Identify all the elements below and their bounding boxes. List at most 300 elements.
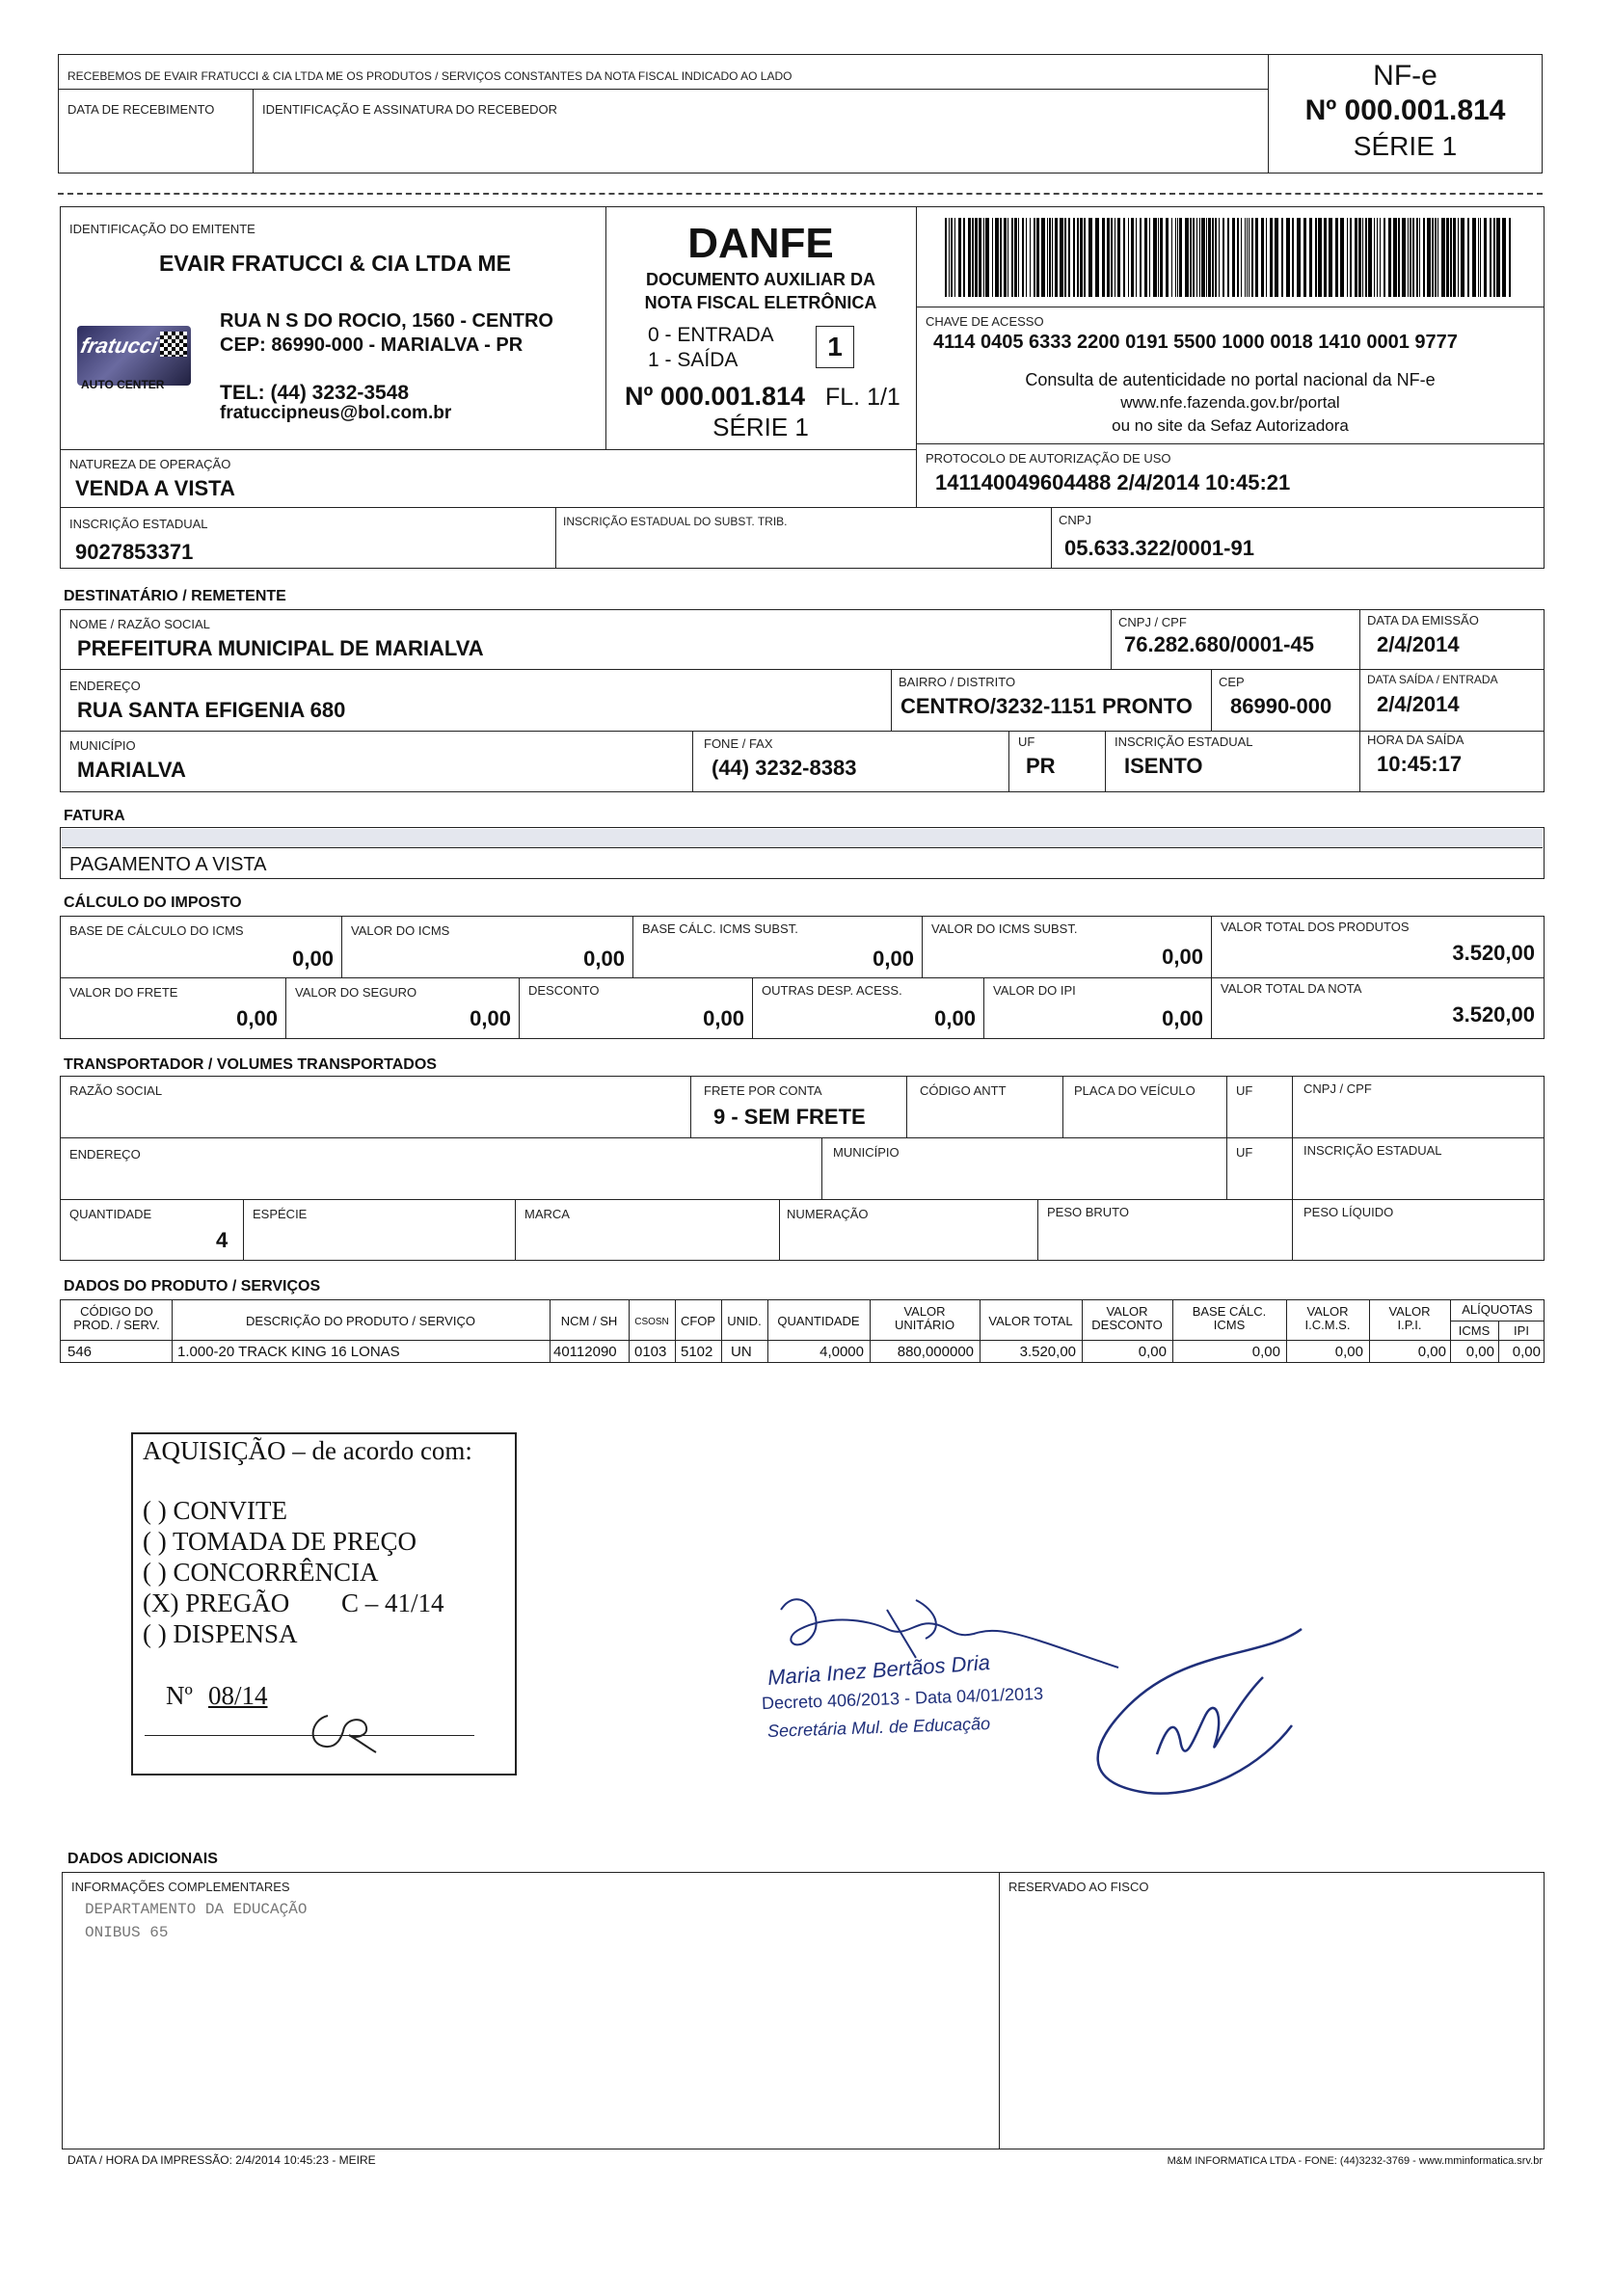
logo-flag-icon (160, 332, 187, 357)
dest-emissao-value: 2/4/2014 (1377, 632, 1460, 656)
barcode-bar (1416, 218, 1418, 297)
barcode-bar (1318, 218, 1322, 297)
transportador-block (60, 1076, 1545, 1261)
barcode-bar (985, 218, 989, 297)
divider (916, 443, 1545, 444)
barcode-bar (1365, 218, 1367, 297)
divider (1450, 1321, 1545, 1322)
seguro-label: VALOR DO SEGURO (295, 985, 417, 1000)
divider (60, 1340, 1545, 1341)
divider (891, 669, 892, 731)
th-aliquotas: ALÍQUOTAS (1462, 1302, 1533, 1317)
stamp-line-dispensa: ( ) DISPENSA (143, 1619, 298, 1648)
barcode-bar (979, 218, 981, 297)
total-produtos-label: VALOR TOTAL DOS PRODUTOS (1221, 920, 1410, 934)
barcode-bar (1199, 218, 1200, 297)
danfe-entrada: 0 - ENTRADA (648, 324, 774, 346)
emitente-name: EVAIR FRATUCCI & CIA LTDA ME (159, 251, 511, 276)
barcode-bar (1350, 218, 1352, 297)
danfe-fl: FL. 1/1 (825, 384, 900, 411)
desconto-value: 0,00 (703, 1006, 744, 1030)
barcode-bar (1410, 218, 1411, 297)
barcode-bar (1073, 218, 1075, 297)
divider (60, 1199, 1545, 1200)
valor-st-label: VALOR DO ICMS SUBST. (931, 921, 1078, 936)
divider (692, 731, 693, 792)
dest-cep-value: 86990-000 (1230, 694, 1332, 718)
transp-especie-label: ESPÉCIE (253, 1207, 308, 1221)
barcode-bar (1055, 218, 1058, 297)
transp-liquido-label: PESO LÍQUIDO (1303, 1205, 1394, 1219)
barcode-bar (1398, 218, 1400, 297)
barcode-bar (1270, 218, 1273, 297)
ipi-label: VALOR DO IPI (993, 983, 1076, 998)
barcode-bar (1435, 218, 1437, 297)
dest-bairro-label: BAIRRO / DISTRITO (899, 675, 1016, 689)
barcode-bar (1107, 218, 1110, 297)
barcode-bar (1123, 218, 1125, 297)
barcode-bar (1388, 218, 1391, 297)
divider (690, 1076, 691, 1137)
cell-codigo: 546 (67, 1344, 93, 1360)
barcode-bar (1241, 218, 1242, 297)
dest-cnpj-value: 76.282.680/0001-45 (1124, 632, 1314, 656)
dest-cnpj-label: CNPJ / CPF (1118, 615, 1187, 629)
barcode-bar (1423, 218, 1425, 297)
dest-saida-label: DATA SAÍDA / ENTRADA (1367, 673, 1498, 686)
cell-unitario: 880,000000 (897, 1344, 974, 1360)
transp-razao-label: RAZÃO SOCIAL (69, 1083, 163, 1098)
barcode-bar (1049, 218, 1051, 297)
barcode-bar (1212, 218, 1214, 297)
protocolo-value: 141140049604488 2/4/2014 10:45:21 (935, 470, 1291, 494)
divider (60, 1137, 1545, 1138)
barcode-bar (1064, 218, 1066, 297)
barcode-bar (1335, 218, 1338, 297)
barcode-bar (1355, 218, 1357, 297)
barcode-bar (1380, 218, 1381, 297)
barcode-bar (1266, 218, 1267, 297)
divider (60, 449, 916, 450)
canhoto-number: Nº 000.001.814 (1304, 94, 1506, 126)
barcode-bar (1292, 218, 1294, 297)
barcode-bar (1222, 218, 1224, 297)
barcode-bar (1144, 218, 1147, 297)
cell-aliq-ipi: 0,00 (1512, 1344, 1541, 1360)
cnpj-label: CNPJ (1059, 513, 1091, 527)
dest-endereco-value: RUA SANTA EFIGENIA 680 (77, 698, 346, 722)
dest-hora-label: HORA DA SAÍDA (1367, 733, 1464, 747)
th-aliq-icms: ICMS (1458, 1323, 1491, 1338)
transp-municipio-label: MUNICÍPIO (833, 1145, 900, 1160)
barcode-bar (1206, 218, 1207, 297)
info-line1: DEPARTAMENTO DA EDUCAÇÃO (85, 1901, 308, 1918)
dest-uf-value: PR (1026, 754, 1056, 778)
barcode-bar (1036, 218, 1039, 297)
frete-value: 0,00 (236, 1006, 278, 1030)
info-line2: ONIBUS 65 (85, 1924, 169, 1941)
total-nota-label: VALOR TOTAL DA NOTA (1221, 981, 1362, 996)
barcode-bar (1034, 218, 1035, 297)
logo-text: fratucci (78, 334, 161, 358)
barcode-bar (1374, 218, 1375, 297)
barcode-bar (958, 218, 961, 297)
barcode-bar (954, 218, 955, 297)
barcode-bar (1453, 218, 1456, 297)
canhoto-id-label: IDENTIFICAÇÃO E ASSINATURA DO RECEBEDOR (262, 102, 558, 117)
divider (1051, 507, 1052, 569)
barcode-bar (983, 218, 984, 297)
barcode-bar (1219, 218, 1220, 297)
th-aliq-ipi: IPI (1514, 1323, 1529, 1338)
cell-vipi: 0,00 (1417, 1344, 1446, 1360)
barcode-bar (1245, 218, 1246, 297)
ipi-value: 0,00 (1162, 1006, 1203, 1030)
barcode-bar (1368, 218, 1372, 297)
danfe-tipo-box (816, 326, 854, 368)
barcode-bar (1011, 218, 1013, 297)
imposto-section: CÁLCULO DO IMPOSTO (64, 894, 242, 911)
divider (172, 1299, 173, 1363)
barcode-bar (1467, 218, 1469, 297)
dest-endereco-label: ENDEREÇO (69, 679, 141, 693)
barcode-bar (951, 218, 953, 297)
dest-fone-label: FONE / FAX (704, 736, 773, 751)
barcode-bar (1140, 218, 1142, 297)
divider (243, 1199, 244, 1261)
barcode-bar (1297, 218, 1301, 297)
dest-ie-label: INSCRIÇÃO ESTADUAL (1115, 734, 1253, 749)
cut-line (58, 193, 1543, 195)
divider (550, 1299, 551, 1363)
secretaria-name: Maria Inez Bertãos Dria (766, 1649, 991, 1691)
cell-cfop: 5102 (681, 1344, 713, 1360)
barcode-bar (1427, 218, 1431, 297)
stamp-line-pregao: (X) PREGÃO (143, 1589, 290, 1617)
frete-label: VALOR DO FRETE (69, 985, 178, 1000)
stamp-numero: 08/14 (208, 1681, 268, 1710)
barcode-bar (1041, 218, 1045, 297)
barcode-bar (1480, 218, 1481, 297)
barcode-bar (1136, 218, 1137, 297)
footer-impressao: DATA / HORA DA IMPRESSÃO: 2/4/2014 10:45:23 - MEIRE (67, 2153, 376, 2167)
barcode-bar (1247, 218, 1248, 297)
barcode-bar (1068, 218, 1070, 297)
stamp-line-concorrencia: ( ) CONCORRÊNCIA (143, 1558, 379, 1587)
transp-antt-label: CÓDIGO ANTT (920, 1083, 1007, 1098)
th-cfop: CFOP (680, 1314, 716, 1328)
barcode-bar (975, 218, 978, 297)
cell-csosn: 0103 (634, 1344, 667, 1360)
dest-municipio-value: MARIALVA (77, 758, 186, 782)
barcode-bar (1275, 218, 1278, 297)
barcode-bar (1102, 218, 1105, 297)
adicionais-section: DADOS ADICIONAIS (67, 1851, 218, 1867)
th-codigo: CÓDIGO DO PROD. / SERV. (73, 1304, 160, 1332)
divider (58, 89, 1268, 90)
th-vicms: VALOR I.C.M.S. (1304, 1304, 1351, 1332)
barcode-bar (1190, 218, 1192, 297)
valor-icms-label: VALOR DO ICMS (351, 923, 450, 938)
th-base: BASE CÁLC. ICMS (1192, 1304, 1267, 1332)
divider (779, 1199, 780, 1261)
barcode-bar (1484, 218, 1487, 297)
barcode-bar (1026, 218, 1027, 297)
divider (555, 507, 556, 569)
barcode-bar (1166, 218, 1169, 297)
chave-label: CHAVE DE ACESSO (926, 314, 1044, 329)
canhoto-nfe: NF-e (1373, 60, 1437, 92)
barcode-bar (1509, 218, 1511, 297)
barcode-bar (1315, 218, 1317, 297)
dest-ie-value: ISENTO (1124, 754, 1203, 778)
barcode-bar (1347, 218, 1348, 297)
dest-cep-label: CEP (1219, 675, 1245, 689)
barcode-bar (1402, 218, 1406, 297)
th-ncm: NCM / SH (560, 1314, 618, 1328)
outras-value: 0,00 (934, 1006, 976, 1030)
cell-quantidade: 4,0000 (819, 1344, 864, 1360)
transp-ie-label: INSCRIÇÃO ESTADUAL (1303, 1143, 1442, 1158)
barcode-bar (1286, 218, 1290, 297)
th-total: VALOR TOTAL (988, 1314, 1073, 1328)
barcode-bar (1018, 218, 1019, 297)
initials-signature (299, 1702, 386, 1760)
barcode-bar (1358, 218, 1361, 297)
barcode-bar (995, 218, 999, 297)
transportador-section: TRANSPORTADOR / VOLUMES TRANSPORTADOS (64, 1056, 437, 1073)
barcode-bar (992, 218, 993, 297)
footer-software: M&M INFORMATICA LTDA - FONE: (44)3232-3769 - www.mminformatica.srv.br (1167, 2155, 1543, 2167)
transp-uf2-label: UF (1236, 1145, 1253, 1160)
barcode-bar (1419, 218, 1420, 297)
barcode-bar (1215, 218, 1217, 297)
natureza-value: VENDA A VISTA (75, 476, 235, 500)
transp-uf-label: UF (1236, 1083, 1253, 1098)
barcode-bar (945, 218, 947, 297)
barcode-bar (1377, 218, 1378, 297)
emitente-address2: CEP: 86990-000 - MARIALVA - PR (220, 334, 524, 356)
valor-icms-value: 0,00 (583, 947, 625, 971)
barcode-bar (1329, 218, 1332, 297)
divider (821, 1137, 822, 1199)
emitente-phone: TEL: (44) 3232-3548 (220, 382, 410, 404)
barcode-bar (1179, 218, 1182, 297)
danfe-tipo-value: 1 (827, 332, 843, 361)
barcode-bar (1309, 218, 1312, 297)
dest-bairro-value: CENTRO/3232-1151 PRONTO (900, 694, 1193, 718)
barcode-bar (1437, 218, 1438, 297)
transp-endereco-label: ENDEREÇO (69, 1147, 141, 1161)
canhoto-received-text: RECEBEMOS DE EVAIR FRATUCCI & CIA LTDA ME OS PRODUTOS / SERVIÇOS CONSTANTES DA NOTA FISCAL INDICADO AO LADO (67, 69, 793, 83)
barcode-bar (1362, 218, 1363, 297)
divider (60, 731, 1545, 732)
divider (1359, 609, 1360, 792)
th-csosn: CSOSN (634, 1317, 669, 1327)
danfe-number: Nº 000.001.814 (625, 382, 806, 411)
seguro-value: 0,00 (470, 1006, 511, 1030)
base-icms-value: 0,00 (292, 947, 334, 971)
transp-frete-value: 9 - SEM FRETE (713, 1105, 866, 1129)
stamp-line-tomada: ( ) TOMADA DE PREÇO (143, 1527, 417, 1556)
info-label: INFORMAÇÕES COMPLEMENTARES (71, 1880, 290, 1894)
cell-aliq-icms: 0,00 (1465, 1344, 1494, 1360)
ie-label: INSCRIÇÃO ESTADUAL (69, 517, 208, 531)
danfe-title: DANFE (687, 220, 834, 267)
transp-quantidade-value: 4 (216, 1228, 228, 1252)
danfe-subtitle2: NOTA FISCAL ELETRÔNICA (644, 293, 877, 312)
cell-desconto: 0,00 (1138, 1344, 1167, 1360)
barcode-bar (1095, 218, 1099, 297)
emitente-address1: RUA N S DO ROCIO, 1560 - CENTRO (220, 310, 553, 332)
th-descricao: DESCRIÇÃO DO PRODUTO / SERVIÇO (246, 1314, 475, 1328)
barcode-bar (1408, 218, 1409, 297)
barcode-bar (1255, 218, 1258, 297)
divider (1105, 731, 1106, 792)
emitente-email: fratuccipneus@bol.com.br (220, 403, 452, 423)
barcode-bar (1060, 218, 1063, 297)
barcode-bar (1196, 218, 1197, 297)
transp-bruto-label: PESO BRUTO (1047, 1205, 1130, 1219)
barcode-bar (1384, 218, 1385, 297)
divider (1008, 731, 1009, 792)
transp-frete-label: FRETE POR CONTA (704, 1083, 822, 1098)
secretaria-cargo: Secretária Mul. de Educação (766, 1713, 991, 1742)
barcode-bar (1450, 218, 1452, 297)
divider (721, 1299, 722, 1363)
transp-placa-label: PLACA DO VEÍCULO (1074, 1083, 1196, 1098)
barcode-bar (1158, 218, 1159, 297)
barcode-bar (1490, 218, 1491, 297)
barcode-bar (1458, 218, 1459, 297)
cell-ncm: 40112090 (553, 1344, 617, 1360)
dest-saida-value: 2/4/2014 (1377, 692, 1460, 716)
fatura-shade (62, 829, 1543, 848)
barcode-bar (1171, 218, 1172, 297)
divider (515, 1199, 516, 1261)
transp-cnpj-label: CNPJ / CPF (1303, 1081, 1372, 1096)
barcode (945, 218, 1516, 297)
barcode-bar (1446, 218, 1449, 297)
barcode-bar (1393, 218, 1397, 297)
outras-label: OUTRAS DESP. ACESS. (762, 983, 902, 998)
barcode-bar (949, 218, 950, 297)
barcode-bar (968, 218, 971, 297)
barcode-bar (1193, 218, 1195, 297)
barcode-bar (1227, 218, 1229, 297)
divider (1062, 1076, 1063, 1137)
th-unitario: VALOR UNITÁRIO (894, 1304, 955, 1332)
divider (60, 977, 1545, 978)
barcode-bar (1131, 218, 1134, 297)
consulta-line3: ou no site da Sefaz Autorizadora (1112, 416, 1349, 435)
valor-st-value: 0,00 (1162, 945, 1203, 969)
canhoto-date-label: DATA DE RECEBIMENTO (67, 102, 215, 117)
barcode-bar (1324, 218, 1327, 297)
barcode-bar (1014, 218, 1017, 297)
divider (253, 89, 254, 174)
dest-hora-value: 10:45:17 (1377, 752, 1463, 776)
barcode-bar (1472, 218, 1476, 297)
th-unid: UNID. (727, 1314, 762, 1328)
produtos-section: DADOS DO PRODUTO / SERVIÇOS (64, 1278, 321, 1295)
barcode-bar (1117, 218, 1120, 297)
secretaria-decreto: Decreto 406/2013 - Data 04/01/2013 (761, 1683, 1044, 1714)
barcode-bar (1201, 218, 1205, 297)
protocolo-label: PROTOCOLO DE AUTORIZAÇÃO DE USO (926, 451, 1171, 466)
barcode-bar (1232, 218, 1235, 297)
base-st-label: BASE CÁLC. ICMS SUBST. (642, 921, 798, 936)
barcode-bar (1088, 218, 1092, 297)
barcode-bar (1432, 218, 1434, 297)
barcode-bar (1412, 218, 1414, 297)
th-vipi: VALOR I.P.I. (1388, 1304, 1431, 1332)
fatura-section: FATURA (64, 808, 125, 824)
fatura-value: PAGAMENTO A VISTA (69, 854, 267, 875)
cell-unid: UN (731, 1344, 752, 1360)
barcode-bar (1281, 218, 1283, 297)
dest-municipio-label: MUNICÍPIO (69, 738, 136, 753)
ie-subst-label: INSCRIÇÃO ESTADUAL DO SUBST. TRIB. (563, 515, 788, 528)
th-desconto: VALOR DESCONTO (1091, 1304, 1163, 1332)
divider (629, 1299, 630, 1363)
stamp-numero-label: Nº (166, 1681, 193, 1710)
danfe-subtitle1: DOCUMENTO AUXILIAR DA (646, 270, 875, 289)
divider (999, 1872, 1000, 2149)
barcode-bar (1052, 218, 1053, 297)
chave-value: 4114 0405 6333 2200 0191 5500 1000 0018 1410 0001 9777 (933, 332, 1458, 353)
barcode-bar (1185, 218, 1189, 297)
divider (906, 1076, 907, 1137)
cell-descricao: 1.000-20 TRACK KING 16 LONAS (177, 1344, 400, 1360)
divider (675, 1299, 676, 1363)
barcode-bar (1149, 218, 1150, 297)
barcode-bar (1128, 218, 1129, 297)
emitente-label: IDENTIFICAÇÃO DO EMITENTE (69, 222, 255, 236)
divider (1292, 1076, 1293, 1261)
divider (60, 669, 1545, 670)
transp-marca-label: MARCA (524, 1207, 570, 1221)
barcode-bar (963, 218, 965, 297)
barcode-bar (1177, 218, 1178, 297)
natureza-label: NATUREZA DE OPERAÇÃO (69, 457, 231, 471)
dest-nome-value: PREFEITURA MUNICIPAL DE MARIALVA (77, 636, 484, 660)
barcode-bar (1030, 218, 1031, 297)
barcode-bar (1502, 218, 1506, 297)
cell-base: 0,00 (1251, 1344, 1280, 1360)
consulta-line2: www.nfe.fazenda.gov.br/portal (1120, 393, 1340, 412)
barcode-bar (1340, 218, 1344, 297)
barcode-bar (1153, 218, 1157, 297)
danfe-serie: SÉRIE 1 (712, 413, 809, 441)
barcode-bar (1303, 218, 1306, 297)
barcode-bar (1077, 218, 1079, 297)
base-icms-label: BASE DE CÁLCULO DO ICMS (69, 923, 244, 938)
barcode-bar (972, 218, 974, 297)
total-nota-value: 3.520,00 (1452, 1002, 1535, 1027)
barcode-bar (1080, 218, 1083, 297)
barcode-bar (1461, 218, 1464, 297)
total-produtos-value: 3.520,00 (1452, 941, 1535, 965)
transp-quantidade-label: QUANTIDADE (69, 1207, 152, 1221)
dest-uf-label: UF (1018, 734, 1035, 749)
cell-total: 3.520,00 (1019, 1344, 1076, 1360)
barcode-bar (1441, 218, 1445, 297)
barcode-bar (1047, 218, 1048, 297)
divider (1037, 1199, 1038, 1261)
th-quantidade: QUANTIDADE (777, 1314, 860, 1328)
barcode-bar (1251, 218, 1253, 297)
